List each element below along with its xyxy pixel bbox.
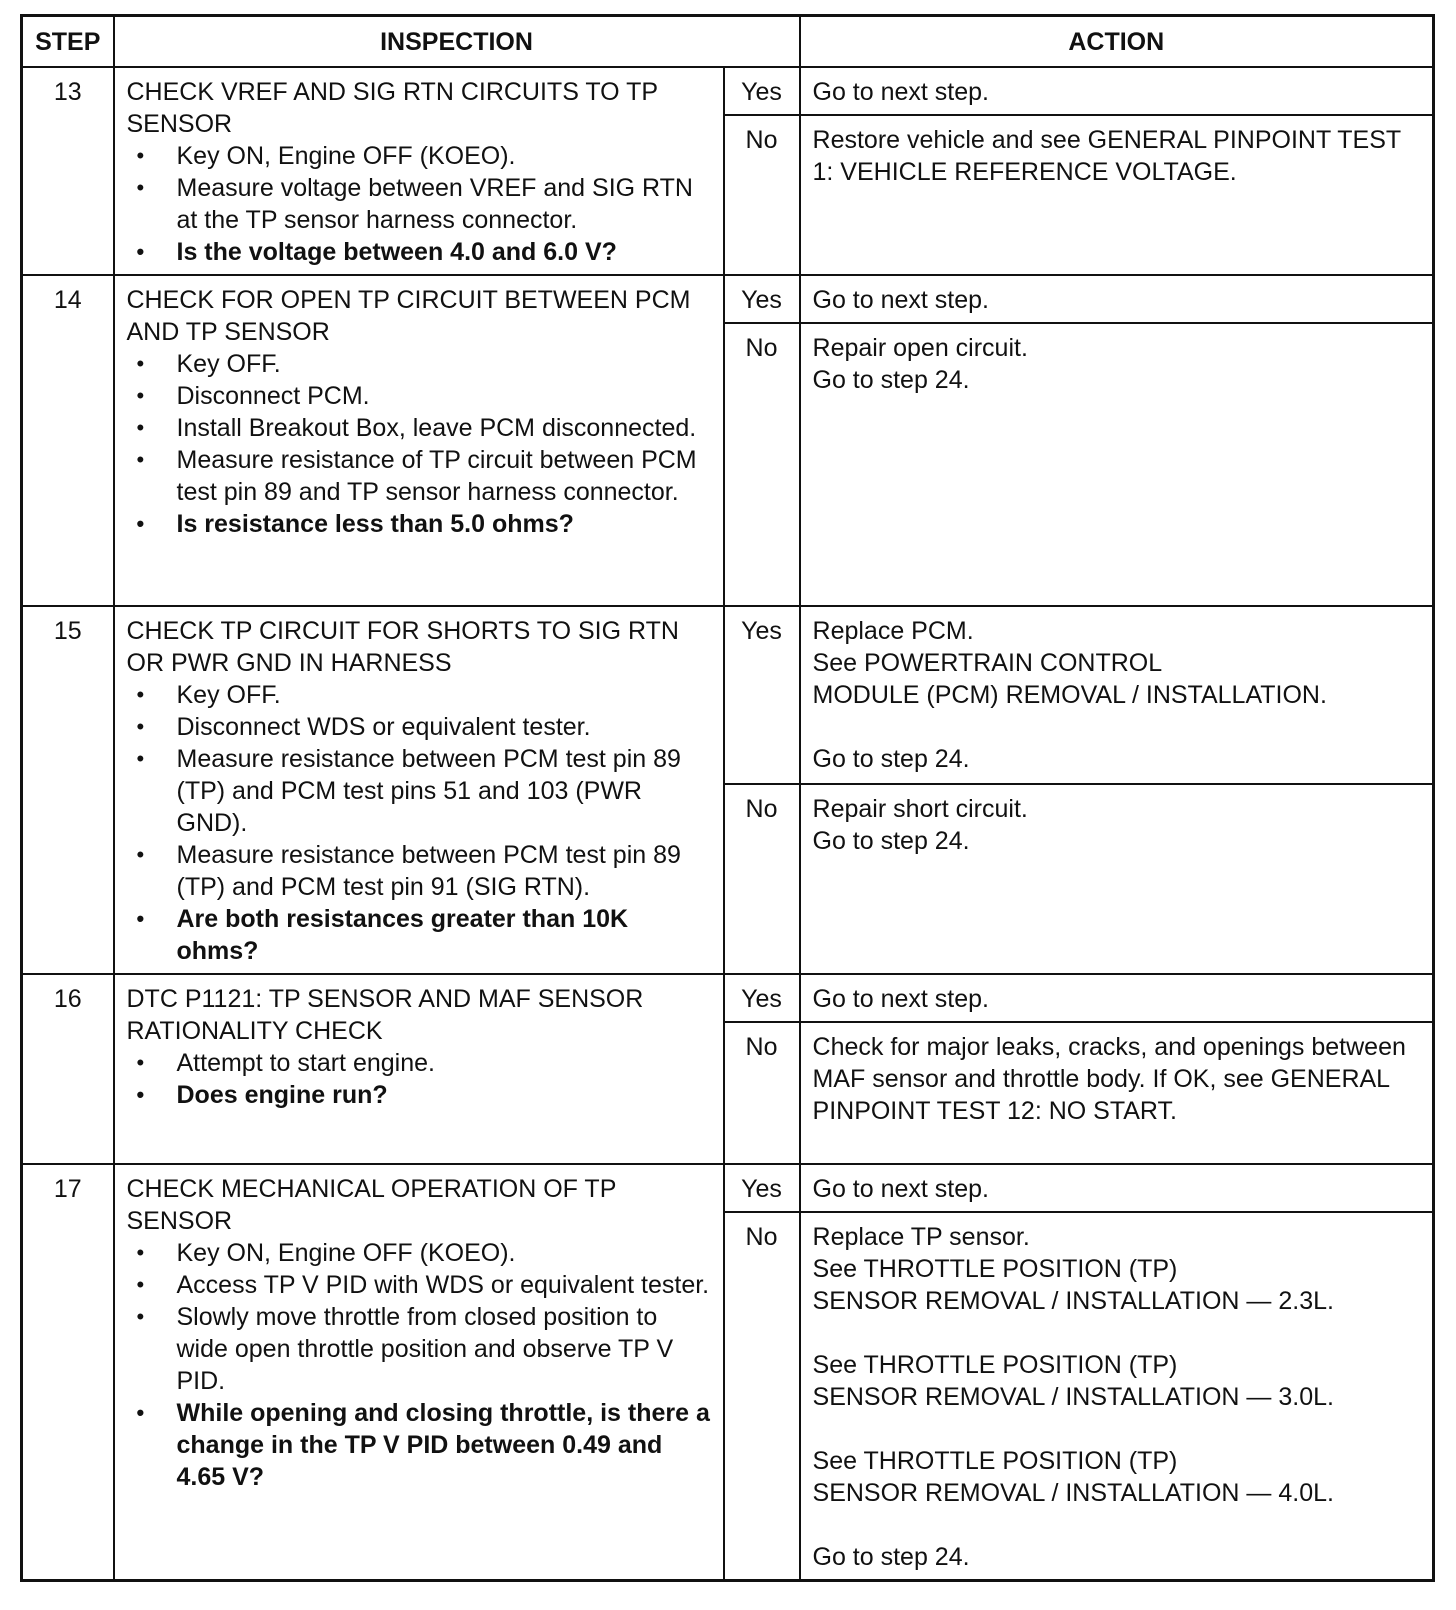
bullet-text: Key ON, Engine OFF (KOEO). <box>176 142 516 170</box>
action-line: SENSOR REMOVAL / INSTALLATION — 2.3L. <box>812 1287 1334 1315</box>
action-line: Go to step 24. <box>812 826 970 855</box>
step-number: 16 <box>22 974 114 1164</box>
inspection-question <box>127 1397 713 1493</box>
bullet-text: Key OFF. <box>176 681 281 709</box>
inspection-bullet <box>127 348 713 380</box>
yes-label: Yes <box>724 1164 800 1212</box>
action-line: Go to next step. <box>812 78 990 106</box>
action-line: Go to next step. <box>812 1175 990 1203</box>
table-row <box>22 606 1434 784</box>
yes-action <box>800 67 1434 115</box>
question-text: While opening and closing throttle, is there a change in the TP V PID between 0.49 and 4.65 V? <box>176 1399 710 1491</box>
action-line: MODULE (PCM) REMOVAL / INSTALLATION. <box>812 681 1327 709</box>
inspection-bullet <box>127 412 713 444</box>
action-line: See THROTTLE POSITION (TP) <box>812 1255 1178 1283</box>
inspection-cell <box>114 67 724 275</box>
no-label: No <box>724 1022 800 1164</box>
inspection-bullet <box>127 1237 713 1269</box>
bullet-text: Key OFF. <box>176 350 281 378</box>
bullet-icon: • <box>136 511 145 536</box>
no-action <box>800 323 1434 606</box>
no-action <box>800 1022 1434 1164</box>
action-line: Go to next step. <box>812 286 990 314</box>
bullet-text: Disconnect PCM. <box>176 382 370 410</box>
inspection-question <box>127 508 713 540</box>
bullet-text: Slowly move throttle from closed position to wide open throttle position and observe TP V PID. <box>176 1303 674 1395</box>
yes-action <box>800 606 1434 784</box>
action-line: Check for major leaks, cracks, and openings between MAF sensor and throttle body. If OK, see GENERAL PINPOINT TEST 12: NO START. <box>812 1033 1406 1125</box>
inspection-heading: CHECK TP CIRCUIT FOR SHORTS TO SIG RTN OR PWR GND IN HARNESS <box>126 617 679 677</box>
inspection-bullet <box>127 1047 713 1079</box>
inspection-column-header: INSPECTION <box>114 16 800 68</box>
bullet-icon: • <box>136 1082 145 1107</box>
action-line: Repair open circuit. <box>812 334 1028 362</box>
question-text: Does engine run? <box>176 1081 388 1109</box>
bullet-icon: • <box>136 746 145 771</box>
bullet-icon: • <box>136 1272 145 1297</box>
bullet-text: Measure resistance of TP circuit between PCM test pin 89 and TP sensor harness connector. <box>176 446 697 506</box>
inspection-cell <box>114 974 724 1164</box>
no-label: No <box>724 323 800 606</box>
bullet-icon: • <box>136 351 145 376</box>
inspection-question <box>127 1079 713 1111</box>
bullet-icon: • <box>136 842 145 867</box>
inspection-bullet <box>127 140 713 172</box>
inspection-bullet <box>127 1269 713 1301</box>
bullet-icon: • <box>136 447 145 472</box>
action-line <box>813 711 1425 743</box>
inspection-heading: CHECK MECHANICAL OPERATION OF TP SENSOR <box>126 1175 616 1235</box>
no-label: No <box>724 784 800 974</box>
table-row <box>22 1164 1434 1212</box>
diagnostic-sheet <box>20 14 1435 1582</box>
action-line: See THROTTLE POSITION (TP) <box>812 1447 1178 1475</box>
inspection-bullets <box>127 1237 713 1493</box>
action-line <box>813 1509 1425 1541</box>
action-line: Replace TP sensor. <box>812 1223 1030 1251</box>
inspection-bullet <box>127 1301 713 1397</box>
inspection-heading: CHECK FOR OPEN TP CIRCUIT BETWEEN PCM AND TP SENSOR <box>126 286 691 346</box>
no-label: No <box>724 115 800 275</box>
action-line: Go to step 24. <box>812 366 970 394</box>
bullet-icon: • <box>136 1240 145 1265</box>
bullet-icon: • <box>136 1400 145 1425</box>
inspection-bullet <box>127 839 713 903</box>
inspection-bullets <box>127 140 713 268</box>
inspection-cell <box>114 1164 724 1581</box>
bullet-icon: • <box>136 415 145 440</box>
table-header-row <box>22 16 1434 68</box>
inspection-bullet <box>127 679 713 711</box>
no-label: No <box>724 1212 800 1581</box>
action-line: See POWERTRAIN CONTROL <box>812 649 1163 677</box>
bullet-text: Key ON, Engine OFF (KOEO). <box>176 1239 516 1267</box>
table-row <box>22 275 1434 323</box>
bullet-text: Install Breakout Box, leave PCM disconnected. <box>176 414 697 442</box>
no-action <box>800 1212 1434 1581</box>
question-text: Is resistance less than 5.0 ohms? <box>176 510 574 538</box>
bullet-text: Measure resistance between PCM test pin 89 (TP) and PCM test pin 91 (SIG RTN). <box>176 841 681 901</box>
inspection-bullets <box>127 348 713 540</box>
table-row <box>22 974 1434 1022</box>
action-line <box>813 1413 1425 1445</box>
action-column-header: ACTION <box>800 16 1434 68</box>
action-line: Go to step 24. <box>812 1543 970 1571</box>
step-column-header: STEP <box>22 16 114 68</box>
table-body <box>22 67 1434 1581</box>
action-line <box>813 1317 1425 1349</box>
yes-action <box>800 275 1434 323</box>
bullet-icon: • <box>136 906 145 931</box>
bullet-icon: • <box>136 1050 145 1075</box>
bullet-icon: • <box>136 383 145 408</box>
no-action <box>800 784 1434 974</box>
action-line: Repair short circuit. <box>812 794 1028 823</box>
action-line: Go to next step. <box>812 985 990 1013</box>
yes-label: Yes <box>724 606 800 784</box>
yes-action <box>800 974 1434 1022</box>
inspection-bullet <box>127 711 713 743</box>
inspection-cell <box>114 606 724 974</box>
yes-action <box>800 1164 1434 1212</box>
pinpoint-test-table <box>20 14 1435 1582</box>
bullet-text: Access TP V PID with WDS or equivalent tester. <box>176 1271 710 1299</box>
bullet-icon: • <box>136 239 145 264</box>
table-row <box>22 67 1434 115</box>
inspection-bullet <box>127 444 713 508</box>
bullet-icon: • <box>136 1304 145 1329</box>
step-number: 17 <box>22 1164 114 1581</box>
step-number: 13 <box>22 67 114 275</box>
inspection-bullet <box>127 380 713 412</box>
bullet-icon: • <box>136 175 145 200</box>
yes-label: Yes <box>724 974 800 1022</box>
bullet-icon: • <box>136 143 145 168</box>
step-number: 14 <box>22 275 114 606</box>
action-line: Go to step 24. <box>812 745 970 773</box>
inspection-cell <box>114 275 724 606</box>
yes-label: Yes <box>724 67 800 115</box>
action-line: Restore vehicle and see GENERAL PINPOINT TEST 1: VEHICLE REFERENCE VOLTAGE. <box>812 126 1401 187</box>
action-line: SENSOR REMOVAL / INSTALLATION — 4.0L. <box>812 1479 1334 1507</box>
inspection-bullets <box>127 679 713 967</box>
bullet-icon: • <box>136 714 145 739</box>
bullet-icon: • <box>136 682 145 707</box>
question-text: Is the voltage between 4.0 and 6.0 V? <box>176 238 617 266</box>
yes-label: Yes <box>724 275 800 323</box>
inspection-question <box>127 903 713 967</box>
question-text: Are both resistances greater than 10K ohms? <box>176 905 629 965</box>
action-line: SENSOR REMOVAL / INSTALLATION — 3.0L. <box>812 1383 1334 1411</box>
inspection-bullets <box>127 1047 713 1111</box>
step-number: 15 <box>22 606 114 974</box>
inspection-heading: CHECK VREF AND SIG RTN CIRCUITS TO TP SENSOR <box>126 78 658 138</box>
inspection-bullet <box>127 743 713 839</box>
inspection-bullet <box>127 172 713 236</box>
action-line: Replace PCM. <box>812 617 974 645</box>
bullet-text: Measure voltage between VREF and SIG RTN at the TP sensor harness connector. <box>176 174 693 234</box>
bullet-text: Disconnect WDS or equivalent tester. <box>176 713 591 741</box>
no-action <box>800 115 1434 275</box>
inspection-heading: DTC P1121: TP SENSOR AND MAF SENSOR RATIONALITY CHECK <box>126 985 644 1045</box>
bullet-text: Measure resistance between PCM test pin 89 (TP) and PCM test pins 51 and 103 (PWR GND). <box>176 745 681 837</box>
action-line: See THROTTLE POSITION (TP) <box>812 1351 1178 1379</box>
inspection-question <box>127 236 713 268</box>
bullet-text: Attempt to start engine. <box>176 1049 435 1077</box>
